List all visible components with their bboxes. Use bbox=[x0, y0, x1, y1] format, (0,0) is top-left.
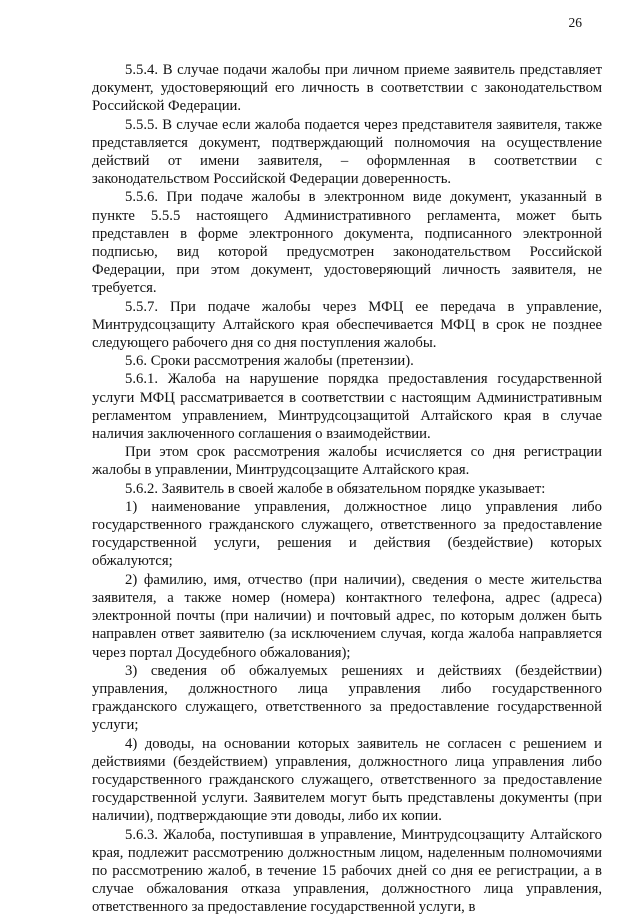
paragraph-5-5-4: 5.5.4. В случае подачи жалобы при личном приеме заявитель представляет документ, удостоверяющий его личность в соответствии с законодательством Российской Федерации. bbox=[92, 62, 602, 115]
paragraph-5-6-1: 5.6.1. Жалоба на нарушение порядка предоставления государственной услуги МФЦ рассматривается в соответствии с настоящим Административным регламентом управлением, Минтрудсоцзащитой Алтайского края в случае наличия заключенного соглашения о взаимодействии. bbox=[92, 371, 602, 443]
paragraph-5-6-2: 5.6.2. Заявитель в своей жалобе в обязательном порядке указывает: bbox=[125, 480, 546, 497]
page-number: 26 bbox=[568, 15, 582, 30]
list-item-2: 2) фамилию, имя, отчество (при наличии), сведения о месте жительства заявителя, а также номер (номера) контактного телефона, адрес (адреса) электронной почты (при наличии) и почтовый адрес, по которым должен быть направлен ответ заявителю (за исключением случая, когда жалоба направляется через портал Досудебного обжалования); bbox=[92, 571, 602, 661]
paragraph-5-6-3: 5.6.3. Жалоба, поступившая в управление, Минтрудсоцзащиту Алтайского края, подлежит рассмотрению должностным лицом, наделенным полномочиями по рассмотрению жалоб, в течение 15 рабочих дней со дня ее регистрации, а в случае обжалования отказа управления, должностного лица управления, ответственного за предоставление государственной услуги, в bbox=[92, 826, 602, 916]
section-heading-5-6: 5.6. Сроки рассмотрения жалобы (претензии). bbox=[125, 353, 414, 370]
list-item-4: 4) доводы, на основании которых заявитель не согласен с решением и действиями (бездействием) управления, должностного лица управления либо государственного гражданского служащего, ответственного за предоставление государственной услуги. Заявителем могут быть представлены документы (при наличии), подтверждающие эти доводы, либо их копии. bbox=[92, 735, 602, 825]
paragraph-5-5-7: 5.5.7. При подаче жалобы через МФЦ ее передача в управление, Минтрудсоцзащиту Алтайского края обеспечивается МФЦ в срок не позднее следующего рабочего дня со дня поступления жалобы. bbox=[92, 298, 602, 352]
document-body bbox=[92, 61, 602, 917]
paragraph-5-5-5: 5.5.5. В случае если жалоба подается через представителя заявителя, также представляется документ, подтверждающий полномочия на осуществление действий от имени заявителя, – оформленная в соответствии с законодательством Российской Федерации доверенность. bbox=[92, 116, 602, 188]
paragraph-5-5-6: 5.5.6. При подаче жалобы в электронном виде документ, указанный в пункте 5.5.5 настоящего Административного регламента, может быть представлен в форме электронного документа, подписанного электронной подписью, вид которой предусмотрен законодательством Российской Федерации, при этом документ, удостоверяющий личность заявителя, не требуется. bbox=[92, 189, 602, 297]
paragraph-review-period: При этом срок рассмотрения жалобы исчисляется со дня регистрации жалобы в управлении, Минтрудсоцзащите Алтайского края. bbox=[92, 444, 602, 479]
list-item-3: 3) сведения об обжалуемых решениях и действиях (бездействии) управления, должностного лица управления либо государственного гражданского служащего, ответственного за предоставление государственной услуги; bbox=[92, 662, 602, 734]
list-item-1: 1) наименование управления, должностное лицо управления либо государственного гражданского служащего, ответственного за предоставление государственной услуги, решения и действия (бездействие) которых обжалуются; bbox=[92, 498, 602, 570]
